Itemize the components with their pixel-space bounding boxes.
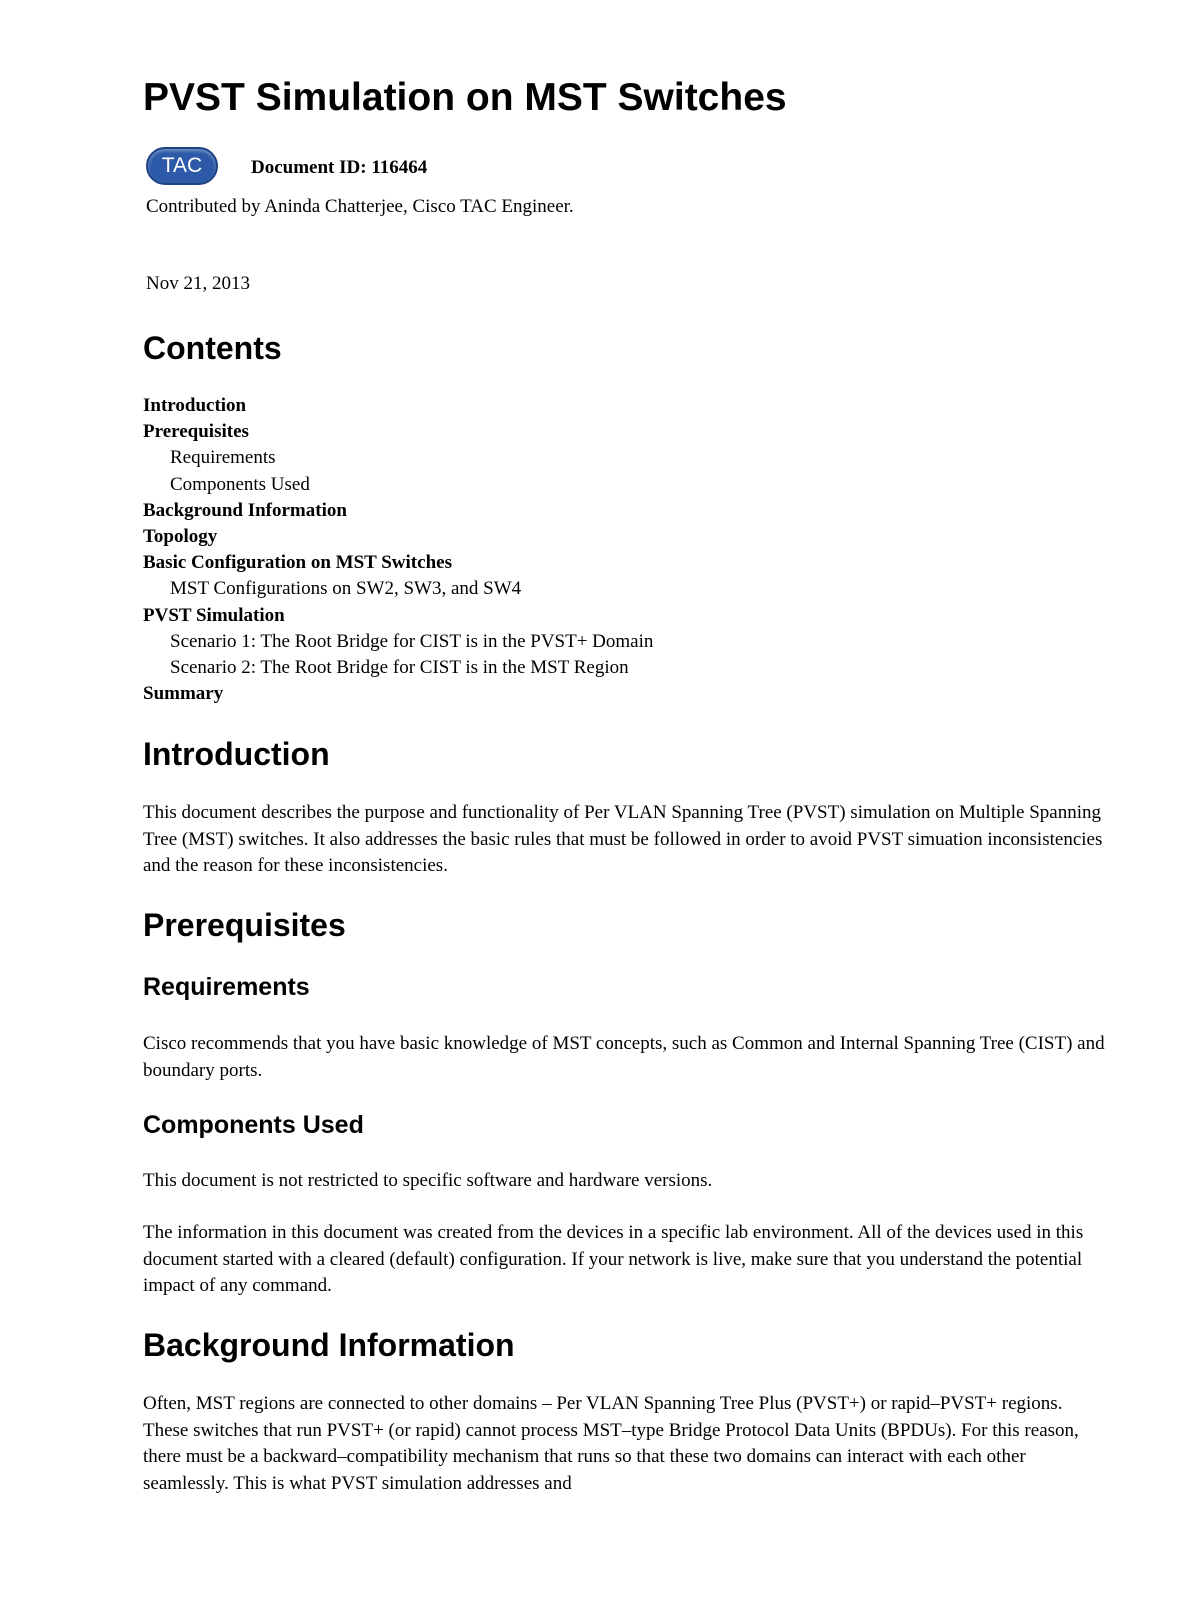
prerequisites-heading: Prerequisites <box>143 907 346 943</box>
toc-item[interactable]: Requirements <box>170 447 276 469</box>
components-used-text-2: The information in this document was created from the devices in a specific lab environment. All of the devices used in this document started with a cleared (default) configuration. If your network is live, make sure that you understand the potential impact of any command. <box>143 1222 1084 1296</box>
background-heading: Background Information <box>143 1327 515 1363</box>
document-id: Document ID: 116464 <box>251 157 428 178</box>
toc-item[interactable]: PVST Simulation <box>143 604 285 626</box>
toc-item[interactable]: Topology <box>143 525 218 547</box>
toc-item[interactable]: Background Information <box>143 499 347 521</box>
introduction-heading: Introduction <box>143 736 330 772</box>
toc-item[interactable]: Prerequisites <box>143 421 249 443</box>
table-of-contents <box>143 393 653 707</box>
requirements-heading: Requirements <box>143 973 310 1001</box>
toc-item[interactable]: Introduction <box>143 395 247 416</box>
requirements-text: Cisco recommends that you have basic knowledge of MST concepts, such as Common and Internal Spanning Tree (CIST) and boundary ports. <box>143 1033 1105 1081</box>
contents-heading: Contents <box>143 330 282 366</box>
toc-item[interactable]: Summary <box>143 683 224 705</box>
introduction-text: This document describes the purpose and functionality of Per VLAN Spanning Tree (PVST) simulation on Multiple Spanning Tree (MST) switches. It also addresses the basic rules that must be followed in order to avoid PVST simuation inconsistencies and the reason for these inconsistencies. <box>143 802 1103 876</box>
toc-item[interactable]: Basic Configuration on MST Switches <box>143 552 452 574</box>
background-text: Often, MST regions are connected to other domains – Per VLAN Spanning Tree Plus (PVST+) or rapid–PVST+ regions. These switches that run PVST+ (or rapid) cannot process MST–type Bridge Protocol Data Units (BPDUs). For this reason, there must be a backward–compatibility mechanism that runs so that these two domains can interact with each other seamlessly. This is what PVST simulation addresses and <box>143 1393 1079 1494</box>
publish-date: Nov 21, 2013 <box>146 273 250 294</box>
contributor-line: Contributed by Aninda Chatterjee, Cisco TAC Engineer. <box>146 196 574 217</box>
toc-item[interactable]: Scenario 1: The Root Bridge for CIST is in the PVST+ Domain <box>170 630 654 652</box>
components-used-text-1: This document is not restricted to specific software and hardware versions. <box>143 1170 713 1191</box>
toc-item[interactable]: Scenario 2: The Root Bridge for CIST is in the MST Region <box>170 656 629 678</box>
components-used-heading: Components Used <box>143 1111 364 1139</box>
toc-item[interactable]: MST Configurations on SW2, SW3, and SW4 <box>170 578 522 600</box>
toc-item[interactable]: Components Used <box>170 473 310 495</box>
tac-badge: TAC <box>146 147 218 185</box>
document-title: PVST Simulation on MST Switches <box>143 76 787 119</box>
